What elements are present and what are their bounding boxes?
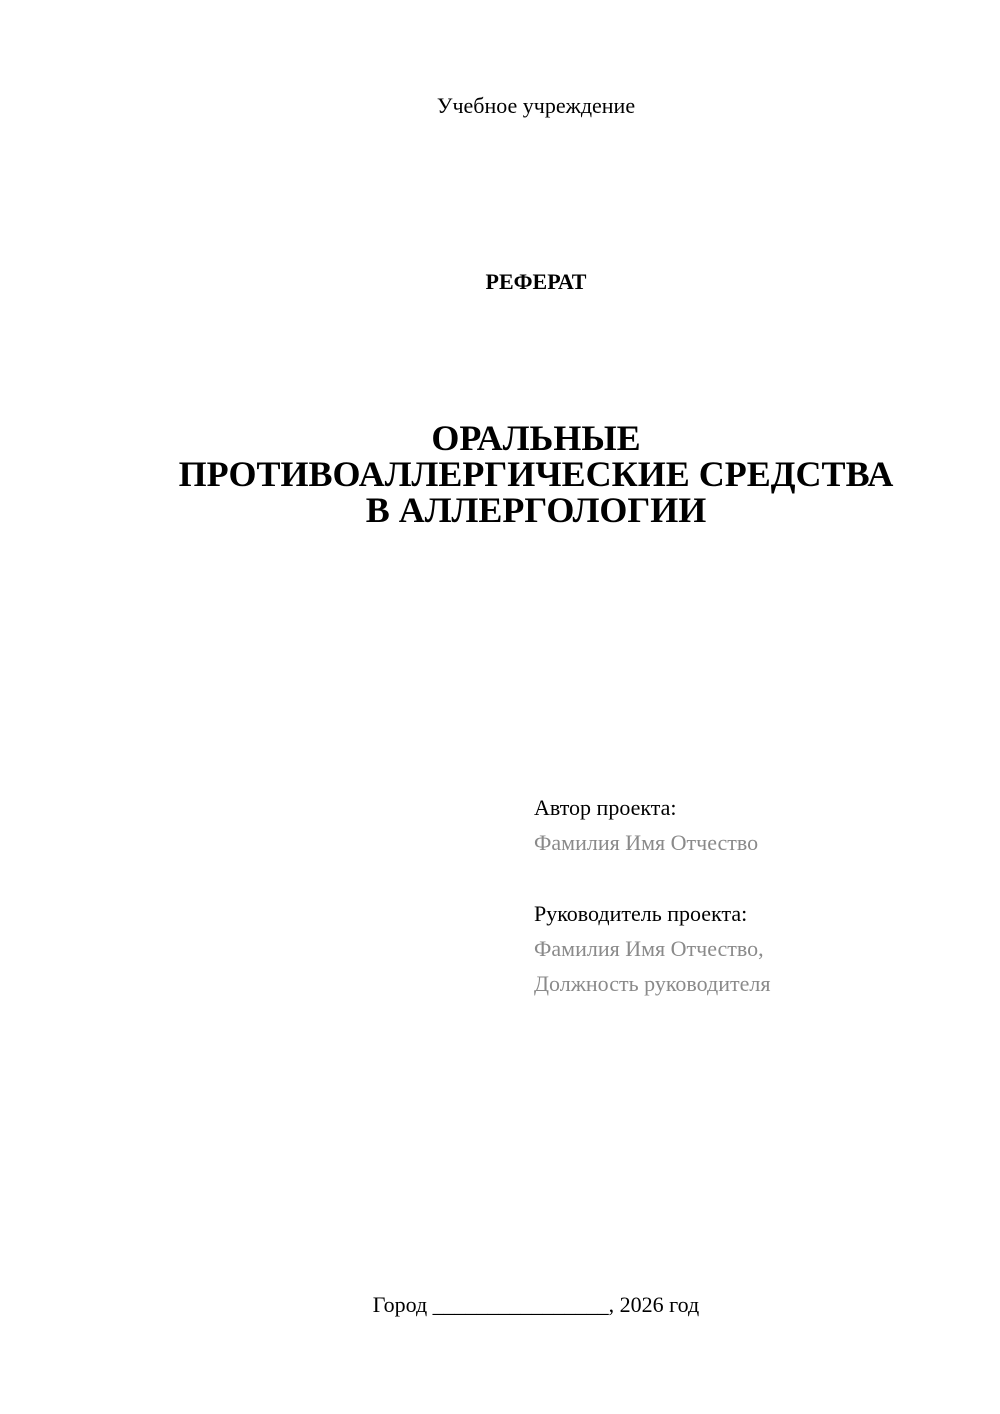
title-line-1: ОРАЛЬНЫЕ [431, 418, 641, 458]
info-spacer [534, 860, 974, 896]
document-title [0, 420, 1000, 528]
supervisor-name: Фамилия Имя Отчество, [534, 936, 764, 961]
supervisor-position: Должность руководителя [534, 971, 771, 996]
institution-name: Учебное учреждение [436, 93, 636, 118]
title-line-2: ПРОТИВОАЛЛЕРГИЧЕСКИЕ СРЕДСТВА [178, 454, 894, 494]
city-year-line: Город ________________, 2026 год [372, 1292, 700, 1317]
title-line-3: В АЛЛЕРГОЛОГИИ [365, 490, 707, 530]
author-name: Фамилия Имя Отчество [534, 830, 759, 855]
project-info-block [534, 790, 974, 1001]
author-label: Автор проекта: [534, 795, 677, 820]
document-type: РЕФЕРАТ [485, 269, 587, 294]
supervisor-label: Руководитель проекта: [534, 901, 748, 926]
